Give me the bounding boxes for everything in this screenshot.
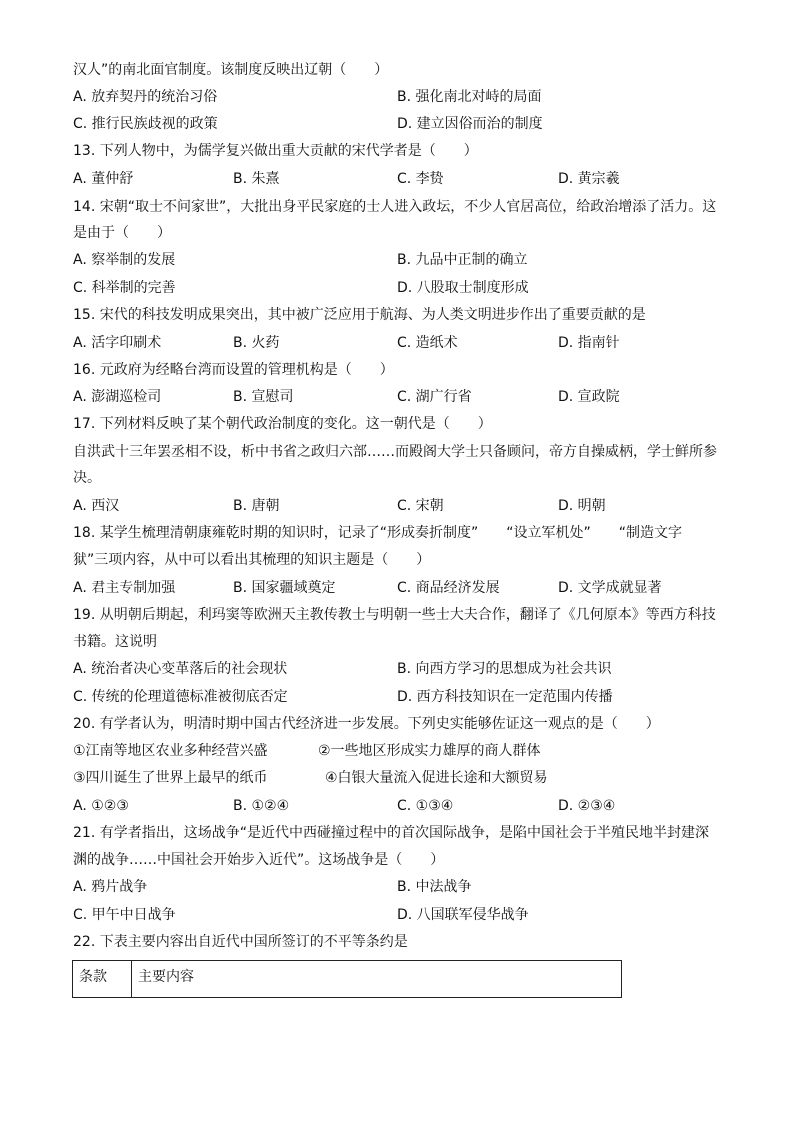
q20-stem: 20. 有学者认为，明清时期中国古代经济进一步发展。下列史实能够佐证这一观点的是（ ） xyxy=(73,716,660,732)
q20-option-b[interactable]: B. ①②④ xyxy=(233,798,290,814)
q17-material-line2: 决。 xyxy=(73,470,101,486)
q16-option-a[interactable]: A. 澎湖巡检司 xyxy=(73,389,162,405)
q19-option-d[interactable]: D. 西方科技知识在一定范围内传播 xyxy=(397,689,613,705)
q15-stem: 15. 宋代的科技发明成果突出，其中被广泛应用于航海、为人类文明进步作出了重要贡献的是 xyxy=(73,307,646,323)
q16-option-c[interactable]: C. 湖广行省 xyxy=(397,389,472,405)
q21-option-a[interactable]: A. 鸦片战争 xyxy=(73,879,148,895)
q14-option-a[interactable]: A. 察举制的发展 xyxy=(73,252,176,268)
q20-item-4: ④白银大量流入促进长途和大额贸易 xyxy=(325,770,548,786)
q16-option-b[interactable]: B. 宣慰司 xyxy=(233,389,294,405)
q12-stem-tail: 汉人”的南北面官制度。该制度反映出辽朝（ ） xyxy=(73,62,389,78)
q16-option-d[interactable]: D. 宣政院 xyxy=(558,389,620,405)
q19-option-b[interactable]: B. 向西方学习的思想成为社会共识 xyxy=(397,661,612,677)
q14-option-d[interactable]: D. 八股取士制度形成 xyxy=(397,280,529,296)
q20-option-d[interactable]: D. ②③④ xyxy=(558,798,616,814)
q17-option-c[interactable]: C. 宋朝 xyxy=(397,498,444,514)
q13-option-a[interactable]: A. 董仲舒 xyxy=(73,171,134,187)
q13-option-b[interactable]: B. 朱熹 xyxy=(233,171,280,187)
q13-option-c[interactable]: C. 李贽 xyxy=(397,171,444,187)
q20-item-1: ①江南等地区农业多种经营兴盛 xyxy=(73,743,268,759)
table-header-content: 主要内容 xyxy=(132,961,622,998)
q21-option-d[interactable]: D. 八国联军侵华战争 xyxy=(397,907,529,923)
q12-option-c[interactable]: C. 推行民族歧视的政策 xyxy=(73,116,218,132)
q13-option-d[interactable]: D. 黄宗羲 xyxy=(558,171,620,187)
q12-option-a[interactable]: A. 放弃契丹的统治习俗 xyxy=(73,89,218,105)
q20-item-3: ③四川诞生了世界上最早的纸币 xyxy=(73,770,268,786)
q18-option-b[interactable]: B. 国家疆域奠定 xyxy=(233,580,336,596)
table-header-clause: 条款 xyxy=(73,961,132,998)
q20-item-2: ②一些地区形成实力雄厚的商人群体 xyxy=(318,743,541,759)
q14-stem-line2: 是由于（ ） xyxy=(73,225,171,241)
q19-option-c[interactable]: C. 传统的伦理道德标准被彻底否定 xyxy=(73,689,288,705)
q20-option-a[interactable]: A. ①②③ xyxy=(73,798,129,814)
q22-stem: 22. 下表主要内容出自近代中国所签订的不平等条约是 xyxy=(73,934,408,950)
q20-option-c[interactable]: C. ①③④ xyxy=(397,798,454,814)
q17-material-line1: 自洪武十三年罢丞相不设，析中书省之政归六部……而殿阁大学士只备顾问，帝方自操威柄，学士鲜所参 xyxy=(73,444,717,460)
q18-option-c[interactable]: C. 商品经济发展 xyxy=(397,580,500,596)
q14-option-b[interactable]: B. 九品中正制的确立 xyxy=(397,252,528,268)
q12-option-b[interactable]: B. 强化南北对峙的局面 xyxy=(397,89,542,105)
q21-stem-line2: 渊的战争……中国社会开始步入近代”。这场战争是（ ） xyxy=(73,852,445,868)
q14-stem-line1: 14. 宋朝“取士不问家世”，大批出身平民家庭的士人进入政坛，不少人官居高位，给政治增添了活力。这 xyxy=(73,199,717,215)
q15-option-c[interactable]: C. 造纸术 xyxy=(397,335,458,351)
q18-option-d[interactable]: D. 文学成就显著 xyxy=(558,580,662,596)
q21-option-b[interactable]: B. 中法战争 xyxy=(397,879,472,895)
q15-option-d[interactable]: D. 指南针 xyxy=(558,335,620,351)
q19-option-a[interactable]: A. 统治者决心变革落后的社会现状 xyxy=(73,661,288,677)
q13-stem: 13. 下列人物中，为儒学复兴做出重大贡献的宋代学者是（ ） xyxy=(73,143,478,159)
table-header-row xyxy=(73,961,622,998)
q18-stem-line1: 18. 某学生梳理清朝康雍乾时期的知识时，记录了“形成奏折制度” “设立军机处” “制造文字 xyxy=(73,525,682,541)
q17-option-d[interactable]: D. 明朝 xyxy=(558,498,606,514)
q15-option-a[interactable]: A. 活字印刷术 xyxy=(73,335,162,351)
q17-option-a[interactable]: A. 西汉 xyxy=(73,498,120,514)
q17-option-b[interactable]: B. 唐朝 xyxy=(233,498,280,514)
q21-stem-line1: 21. 有学者指出，这场战争“是近代中西碰撞过程中的首次国际战争，是陷中国社会于半殖民地半封建深 xyxy=(73,825,709,841)
treaty-table xyxy=(72,960,622,998)
q12-option-d[interactable]: D. 建立因俗而治的制度 xyxy=(397,116,543,132)
q19-stem-line1: 19. 从明朝后期起，利玛窦等欧洲天主教传教士与明朝一些士大夫合作，翻译了《几何原本》等西方科技 xyxy=(73,607,716,623)
q17-stem: 17. 下列材料反映了某个朝代政治制度的变化。这一朝代是（ ） xyxy=(73,416,492,432)
q16-stem: 16. 元政府为经略台湾而设置的管理机构是（ ） xyxy=(73,362,394,378)
q15-option-b[interactable]: B. 火药 xyxy=(233,335,280,351)
q18-stem-line2: 狱”三项内容，从中可以看出其梳理的知识主题是（ ） xyxy=(73,552,431,568)
q18-option-a[interactable]: A. 君主专制加强 xyxy=(73,580,176,596)
q14-option-c[interactable]: C. 科举制的完善 xyxy=(73,280,176,296)
q19-stem-line2: 书籍。这说明 xyxy=(73,634,157,650)
q21-option-c[interactable]: C. 甲午中日战争 xyxy=(73,907,176,923)
